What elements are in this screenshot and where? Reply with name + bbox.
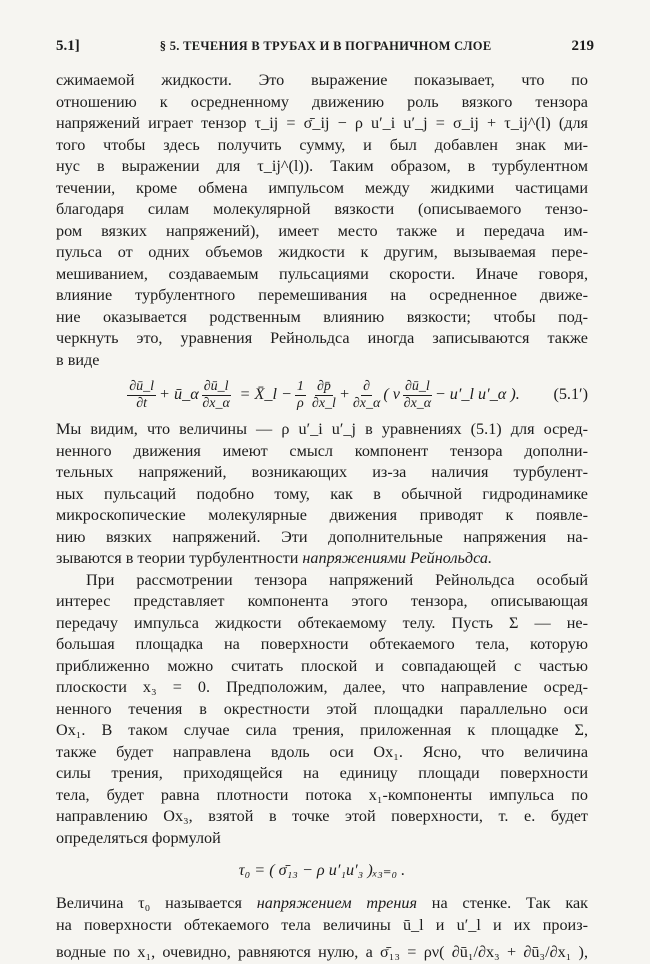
text-line: водные по x₁, очевидно, равняются нулю, а σ̄₁₃ = ρν( ∂ū₁/∂x₃ + ∂ū₃/∂x₁ ), <box>56 943 588 961</box>
text-line: также будет направлена вдоль оси Ox₁. Ясно, что величина <box>56 742 588 761</box>
text-line: Величина τ₀ называется напряжением трения на стенке. Так как <box>56 894 588 912</box>
text-line: сжимаемой жидкости. Это выражение показывает, что по <box>56 71 588 89</box>
text-line: большая площадка на поверхности обтекаемого тела, которую <box>56 635 588 653</box>
text-line: плоскости x₃ = 0. Предположим, далее, что направление осред- <box>56 678 588 696</box>
text-line: Ox₁. В таком случае сила трения, приложенная к площадке Σ, <box>56 721 588 739</box>
text-line: приближенно можно считать плоской и совпадающей с частью <box>56 656 588 675</box>
text-line: интерес представляет компонента этого тензора, описывающая <box>56 592 588 610</box>
text-line: Мы видим, что величины — ρ u′_i u′_j в уравнениях (5.1) для осред- <box>56 420 588 438</box>
text-line: передачу импульса жидкости обтекаемому телу. Пусть Σ — не- <box>56 613 588 632</box>
text-line: силы трения, приходящейся на единицу площади поверхности <box>56 764 588 782</box>
text-line: нию вязких напряжений. Эти дополнительные напряжения на- <box>56 527 588 546</box>
text-line: ние оказывается родственным влиянию вязкости; чтобы под- <box>56 307 588 326</box>
text-line: нус в выражении для τ_ij^(l)). Таким образом, в турбулентном <box>56 157 588 175</box>
equation-number: (5.1′) <box>553 385 588 404</box>
text-line: течении, кроме обмена импульсом между жидкими частицами <box>56 178 588 197</box>
text-line: влияние турбулентного перемешивания на осредненное движе- <box>56 286 588 304</box>
text-line: в виде <box>56 350 100 369</box>
text-line: благодаря силам молекулярной вязкости (описываемого тензо- <box>56 200 588 218</box>
body-text <box>56 70 588 964</box>
text-line: ных пульсаций подобно тому, как в обычной гидродинамике <box>56 484 588 503</box>
fraction: $\frac{1}{\rho}$ <box>296 378 304 411</box>
text-line: напряжений играет тензор τ_ij = σ̄_ij − ρ u′_i u′_j = σ_ij + τ_ij^(l) (для <box>56 114 588 132</box>
text-line: тельных напряжений, возникающих из-за наличия турбулент- <box>56 463 588 481</box>
text-line: ром вязких напряжений), имеет место также и передача им- <box>56 221 588 240</box>
text-line: пульса от одних объемов жидкости к другим, вызываемая пере- <box>56 243 588 261</box>
text-line: на поверхности обтекаемого тела величины ū_l и u′_l и их произ- <box>56 915 588 934</box>
text-line: ненного движения имеют смысл компонент тензора дополни- <box>56 441 588 460</box>
text-line: При рассмотрении тензора напряжений Рейнольдса особый <box>86 570 588 589</box>
reynolds-stress-term: напряжениями Рейнольдса. <box>302 549 492 567</box>
text-line: отношению к осредненному движению роль вязкого тензора <box>56 92 588 111</box>
text-line: мешиванием, создаваемым пульсациями скорости. Иначе говоря, <box>56 264 588 283</box>
text-line: ненного течения в окрестности этой площадки параллельно оси <box>56 699 588 718</box>
equation-5-1-prime: $\frac{\partial ū\_l}{\partial t}$ + ū_α $\frac{\partial ū\_l}{\partial x\_\alpha}$ = X̄_l − $\frac{1}{\rho}$ $\frac{\partial p̄}{\partial x\_l}$ + $\frac{\partial}{\partial x\_\alpha}$ ( ν $\frac{\partial ū\_l}{\partial x\_\alpha}$ − u′_l u′_α ). (5.1′) <box>129 378 588 411</box>
friction-stress-term: напряжением трения <box>256 894 417 912</box>
chapter-title: § 5. ТЕЧЕНИЯ В ТРУБАХ И В ПОГРАНИЧНОМ СЛОЕ <box>159 39 492 53</box>
equation-tau0: τ₀ = ( σ̄₁₃ − ρ u′₁u′₃ )ₓ₃₌₀ . <box>238 861 406 880</box>
text-line: того чтобы здесь получить сумму, и был добавлен знак ми- <box>56 135 588 154</box>
text-line: зываются в теории турбулентности напряжениями Рейнольдса. <box>56 549 492 567</box>
text-line: определяться формулой <box>56 828 221 847</box>
text-line: черкнуть это, уравнения Рейнольдса иногда записываются также <box>56 329 588 347</box>
fraction: $\frac{\partial}{\partial x\_\alpha}$ <box>352 378 381 411</box>
fraction: $\frac{\partial ū\_l}{\partial x\_\alpha}$ <box>202 378 230 411</box>
section-number: 5.1] <box>56 38 80 54</box>
running-header <box>56 38 594 55</box>
fraction: $\frac{\partial p̄}{\partial x\_l}$ <box>311 378 336 411</box>
text-line: направлению Ox₃, взятой в точке этой поверхности, т. е. будет <box>56 807 588 825</box>
fraction: $\frac{\partial ū\_l}{\partial x\_\alpha}$ <box>403 378 432 411</box>
page-number: 219 <box>571 38 594 54</box>
fraction: $\frac{\partial ū\_l}{\partial t}$ <box>129 378 155 411</box>
text-line: микроскопические молекулярные движения приводят к появле- <box>56 506 588 524</box>
text-line: тела, будет равна плотности потока x₁-компоненты импульса по <box>56 785 588 804</box>
